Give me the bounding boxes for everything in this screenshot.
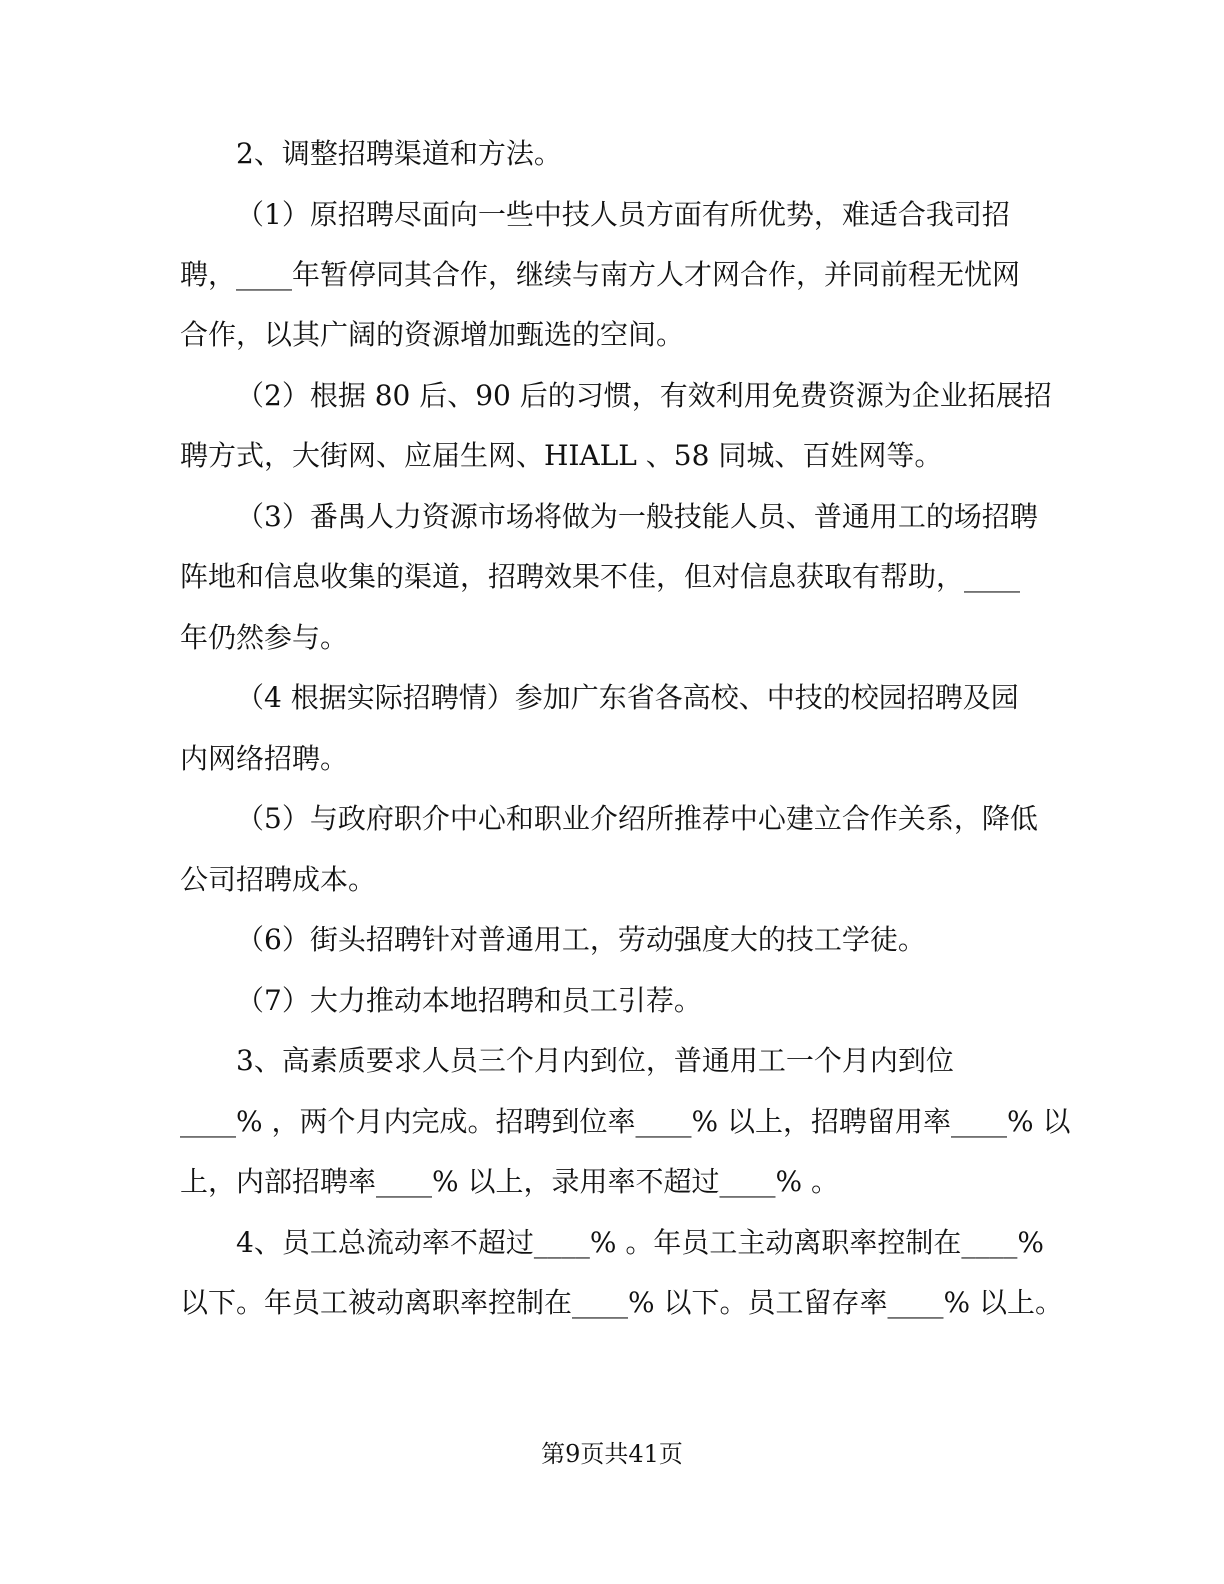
paragraph-line: 阵地和信息收集的渠道，招聘效果不佳，但对信息获取有帮助，____ [180,560,1021,593]
paragraph-line: 聘，____年暂停同其合作，继续与南方人才网合作，并同前程无忧网 [180,258,1021,291]
paragraph-line: 以下。年员工被动离职率控制在____% 以下。员工留存率____% 以上。 [180,1286,1064,1319]
paragraph-line: （7）大力推动本地招聘和员工引荐。 [236,984,702,1017]
paragraph-line: ____% ，两个月内完成。招聘到位率____% 以上，招聘留用率____% 以 [180,1105,1071,1138]
paragraph-line: 3、高素质要求人员三个月内到位，普通用工一个月内到位 [236,1044,954,1077]
paragraph-line: （1）原招聘尽面向一些中技人员方面有所优势，难适合我司招 [236,198,1010,231]
paragraph-line: （3）番禺人力资源市场将做为一般技能人员、普通用工的场招聘 [236,500,1038,533]
paragraph-line: 公司招聘成本。 [180,863,377,896]
paragraph-line: （6）街头招聘针对普通用工，劳动强度大的技工学徒。 [236,923,926,956]
heading-recruit-channels: 2、调整招聘渠道和方法。 [236,137,562,170]
paragraph-line: 合作，以其广阔的资源增加甄选的空间。 [180,318,685,351]
paragraph-line: 内网络招聘。 [180,742,349,775]
paragraph-line: （4 根据实际招聘情）参加广东省各高校、中技的校园招聘及园 [236,681,1019,714]
paragraph-line: 年仍然参与。 [180,621,349,654]
paragraph-line: 上，内部招聘率____% 以上，录用率不超过____% 。 [180,1165,840,1198]
paragraph-line: 聘方式，大街网、应届生网、HIALL 、58 同城、百姓网等。 [180,439,943,472]
paragraph-line: 4、员工总流动率不超过____% 。年员工主动离职率控制在____% [236,1226,1044,1259]
paragraph-line: （2）根据 80 后、90 后的习惯，有效利用免费资源为企业拓展招 [236,379,1052,412]
page-number-footer: 第9页共41页 [541,1440,683,1468]
paragraph-line: （5）与政府职介中心和职业介绍所推荐中心建立合作关系，降低 [236,802,1038,835]
